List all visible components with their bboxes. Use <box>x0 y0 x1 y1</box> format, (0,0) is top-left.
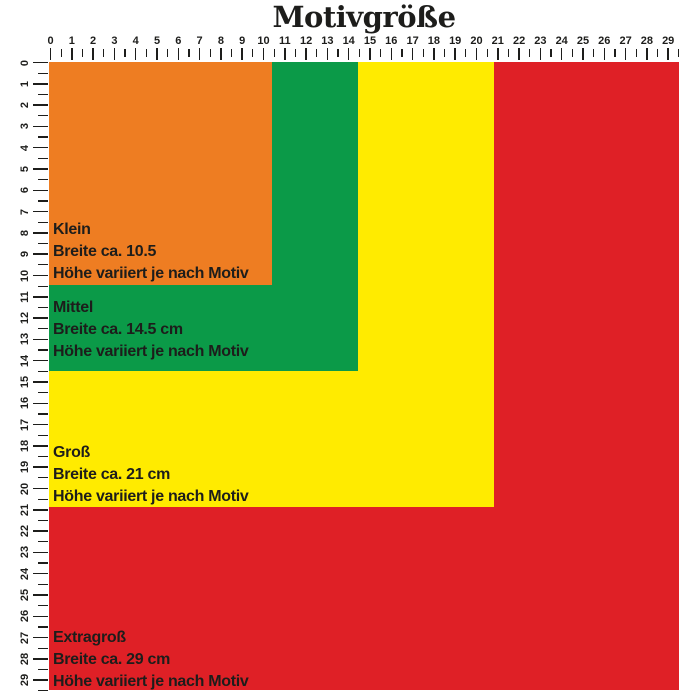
v-tick-minor <box>38 520 48 521</box>
v-tick-minor <box>38 499 48 500</box>
h-ruler-number: 16 <box>385 35 398 47</box>
v-tick-minor <box>38 371 48 372</box>
v-tick-minor <box>38 584 48 585</box>
h-tick-major <box>454 48 456 60</box>
h-tick-minor <box>678 49 679 57</box>
size-name: Klein <box>53 221 91 238</box>
v-ruler-number: 11 <box>19 290 31 303</box>
v-tick-minor <box>38 541 48 542</box>
h-tick-minor <box>614 49 615 57</box>
v-ruler-number: 18 <box>19 439 31 453</box>
v-tick-minor <box>38 73 48 74</box>
v-tick-minor <box>38 328 48 329</box>
size-name: Groß <box>53 444 91 461</box>
h-tick-minor <box>359 49 360 57</box>
v-tick-major <box>33 530 48 532</box>
h-ruler-number: 11 <box>278 35 291 47</box>
v-ruler-number: 0 <box>19 59 31 66</box>
v-tick-major <box>33 616 48 618</box>
h-tick-minor <box>274 49 275 57</box>
v-tick-minor <box>38 115 48 116</box>
h-tick-minor <box>82 49 83 57</box>
h-ruler-number: 28 <box>640 35 654 47</box>
h-ruler-number: 17 <box>406 35 419 47</box>
label-gross <box>53 442 249 508</box>
v-tick-minor <box>38 648 48 649</box>
v-tick-minor <box>38 669 48 670</box>
v-ruler-number: 5 <box>19 165 31 173</box>
v-tick-minor <box>38 286 48 287</box>
v-tick-major <box>33 296 48 298</box>
h-ruler-number: 10 <box>257 35 270 47</box>
size-height-note: Höhe variiert je nach Motiv <box>53 673 249 690</box>
h-tick-minor <box>593 49 594 57</box>
v-tick-minor <box>38 222 48 223</box>
v-tick-minor <box>38 413 48 414</box>
size-height-note: Höhe variiert je nach Motiv <box>53 265 249 282</box>
v-tick-major <box>33 424 48 426</box>
v-ruler-number: 17 <box>19 418 31 431</box>
h-tick-minor <box>295 49 296 57</box>
v-ruler-number: 20 <box>19 482 31 495</box>
v-tick-major <box>33 658 48 660</box>
h-ruler-number: 23 <box>534 35 547 47</box>
v-tick-major <box>33 339 48 341</box>
page-title: Motivgröße <box>272 0 456 34</box>
h-tick-major <box>604 48 606 60</box>
h-tick-major <box>71 48 73 60</box>
v-ruler-number: 3 <box>19 123 31 130</box>
h-tick-major <box>625 48 627 60</box>
v-tick-major <box>33 552 48 554</box>
h-tick-minor <box>61 49 62 57</box>
v-tick-minor <box>38 243 48 244</box>
v-ruler-number: 15 <box>19 375 31 389</box>
v-ruler-number: 7 <box>19 208 31 215</box>
h-ruler-number: 7 <box>196 35 203 47</box>
h-tick-minor <box>380 49 381 57</box>
h-ruler-number: 9 <box>239 35 246 47</box>
v-tick-major <box>33 445 48 447</box>
h-tick-major <box>178 48 180 60</box>
v-tick-major <box>33 488 48 490</box>
v-tick-minor <box>38 690 48 691</box>
v-tick-major <box>33 126 48 128</box>
h-tick-minor <box>146 49 147 57</box>
v-tick-minor <box>38 264 48 265</box>
h-tick-minor <box>401 49 402 57</box>
size-name: Mittel <box>53 299 93 316</box>
v-tick-major <box>33 403 48 405</box>
h-tick-minor <box>529 49 530 57</box>
h-tick-major <box>582 48 584 60</box>
h-tick-major <box>476 48 478 60</box>
v-tick-minor <box>38 477 48 478</box>
h-ruler-number: 0 <box>47 35 54 47</box>
h-tick-major <box>241 48 243 60</box>
v-tick-minor <box>38 626 48 627</box>
v-tick-minor <box>38 94 48 95</box>
h-tick-minor <box>444 49 445 57</box>
h-tick-minor <box>188 49 189 57</box>
v-tick-minor <box>38 200 48 201</box>
h-tick-major <box>199 48 201 60</box>
h-tick-minor <box>231 49 232 57</box>
h-tick-major <box>114 48 116 60</box>
h-ruler-number: 6 <box>175 35 182 47</box>
v-tick-major <box>33 211 48 213</box>
size-width: Breite ca. 14.5 cm <box>53 321 183 338</box>
v-tick-minor <box>38 136 48 137</box>
h-ruler-number: 1 <box>68 35 75 47</box>
h-tick-minor <box>316 49 317 57</box>
h-tick-major <box>92 48 94 60</box>
v-ruler-number: 19 <box>19 461 31 474</box>
h-tick-minor <box>210 49 211 57</box>
size-width: Breite ca. 29 cm <box>53 651 171 668</box>
v-ruler-number: 6 <box>19 187 31 194</box>
v-tick-major <box>33 232 48 234</box>
h-tick-major <box>327 48 329 60</box>
h-tick-minor <box>423 49 424 57</box>
h-tick-minor <box>550 49 551 57</box>
size-height-note: Höhe variiert je nach Motiv <box>53 488 249 505</box>
h-tick-major <box>391 48 393 60</box>
h-tick-major <box>220 48 222 60</box>
h-tick-major <box>284 48 286 60</box>
v-tick-major <box>33 253 48 255</box>
size-name: Extragroß <box>53 629 126 646</box>
h-tick-major <box>433 48 435 60</box>
label-klein <box>53 219 249 285</box>
v-tick-major <box>33 637 48 639</box>
h-ruler-number: 21 <box>491 35 504 47</box>
label-mittel <box>53 297 249 363</box>
v-ruler-number: 25 <box>19 588 31 602</box>
h-tick-major <box>561 48 563 60</box>
h-tick-major <box>497 48 499 60</box>
h-tick-minor <box>124 49 125 57</box>
h-ruler-number: 4 <box>132 35 139 47</box>
h-tick-major <box>50 48 52 60</box>
h-ruler-number: 18 <box>427 35 441 47</box>
v-ruler-number: 16 <box>19 397 31 410</box>
h-ruler-number: 27 <box>619 35 632 47</box>
v-ruler-number: 28 <box>19 652 31 666</box>
v-tick-minor <box>38 456 48 457</box>
v-tick-minor <box>38 179 48 180</box>
h-ruler-number: 24 <box>555 35 568 47</box>
v-ruler-number: 24 <box>19 567 31 580</box>
h-tick-minor <box>508 49 509 57</box>
v-ruler-number: 29 <box>19 674 31 687</box>
v-tick-major <box>33 83 48 85</box>
h-ruler-number: 13 <box>321 35 334 47</box>
h-ruler-number: 29 <box>662 35 675 47</box>
h-ruler-number: 14 <box>342 35 355 47</box>
v-ruler-number: 9 <box>19 251 31 258</box>
v-tick-major <box>33 104 48 106</box>
h-ruler-number: 12 <box>299 35 313 47</box>
h-tick-minor <box>465 49 466 57</box>
h-tick-major <box>369 48 371 60</box>
h-tick-major <box>667 48 669 60</box>
h-tick-minor <box>167 49 168 57</box>
v-ruler-number: 10 <box>19 269 31 282</box>
v-tick-major <box>33 679 48 681</box>
v-tick-minor <box>38 562 48 563</box>
v-ruler-number: 12 <box>19 311 31 325</box>
v-tick-major <box>33 573 48 575</box>
h-tick-major <box>263 48 265 60</box>
v-tick-major <box>33 381 48 383</box>
v-tick-minor <box>38 307 48 308</box>
h-tick-major <box>412 48 414 60</box>
v-ruler-number: 1 <box>19 80 31 87</box>
h-tick-minor <box>657 49 658 57</box>
h-tick-minor <box>337 49 338 57</box>
v-tick-major <box>33 168 48 170</box>
h-tick-major <box>518 48 520 60</box>
v-ruler-number: 23 <box>19 546 31 559</box>
v-tick-major <box>33 62 48 64</box>
h-ruler-number: 2 <box>90 35 97 47</box>
size-width: Breite ca. 21 cm <box>53 466 171 483</box>
v-ruler-number: 2 <box>19 102 31 109</box>
v-tick-minor <box>38 349 48 350</box>
h-tick-major <box>135 48 137 60</box>
v-ruler-number: 22 <box>19 524 31 538</box>
v-tick-minor <box>38 158 48 159</box>
h-ruler-number: 20 <box>470 35 483 47</box>
v-tick-minor <box>38 605 48 606</box>
v-ruler-number: 8 <box>19 229 31 236</box>
h-ruler-number: 22 <box>512 35 526 47</box>
size-width: Breite ca. 10.5 <box>53 243 157 260</box>
h-tick-minor <box>252 49 253 57</box>
v-ruler-number: 4 <box>19 144 31 151</box>
v-ruler-number: 14 <box>19 354 31 367</box>
v-ruler-number: 26 <box>19 610 31 623</box>
v-tick-major <box>33 190 48 192</box>
v-tick-major <box>33 360 48 362</box>
h-ruler-number: 5 <box>153 35 161 47</box>
h-tick-minor <box>103 49 104 57</box>
h-ruler-number: 19 <box>449 35 462 47</box>
v-tick-major <box>33 147 48 149</box>
v-tick-major <box>33 275 48 277</box>
v-tick-major <box>33 466 48 468</box>
h-tick-major <box>305 48 307 60</box>
h-tick-major <box>646 48 648 60</box>
v-tick-major <box>33 509 48 511</box>
h-ruler-number: 8 <box>217 35 224 47</box>
v-tick-major <box>33 594 48 596</box>
v-ruler-number: 27 <box>19 631 31 644</box>
h-ruler-number: 3 <box>111 35 118 47</box>
h-tick-minor <box>487 49 488 57</box>
v-ruler-number: 21 <box>19 503 31 516</box>
h-tick-major <box>156 48 158 60</box>
v-tick-minor <box>38 435 48 436</box>
h-tick-minor <box>636 49 637 57</box>
size-height-note: Höhe variiert je nach Motiv <box>53 343 249 360</box>
v-tick-minor <box>38 392 48 393</box>
h-tick-minor <box>572 49 573 57</box>
h-tick-major <box>348 48 350 60</box>
h-ruler-number: 15 <box>363 35 377 47</box>
h-ruler-number: 26 <box>598 35 611 47</box>
h-ruler-number: 25 <box>576 35 590 47</box>
h-tick-major <box>540 48 542 60</box>
v-ruler-number: 13 <box>19 333 31 346</box>
v-tick-major <box>33 317 48 319</box>
label-extragross <box>53 627 249 693</box>
